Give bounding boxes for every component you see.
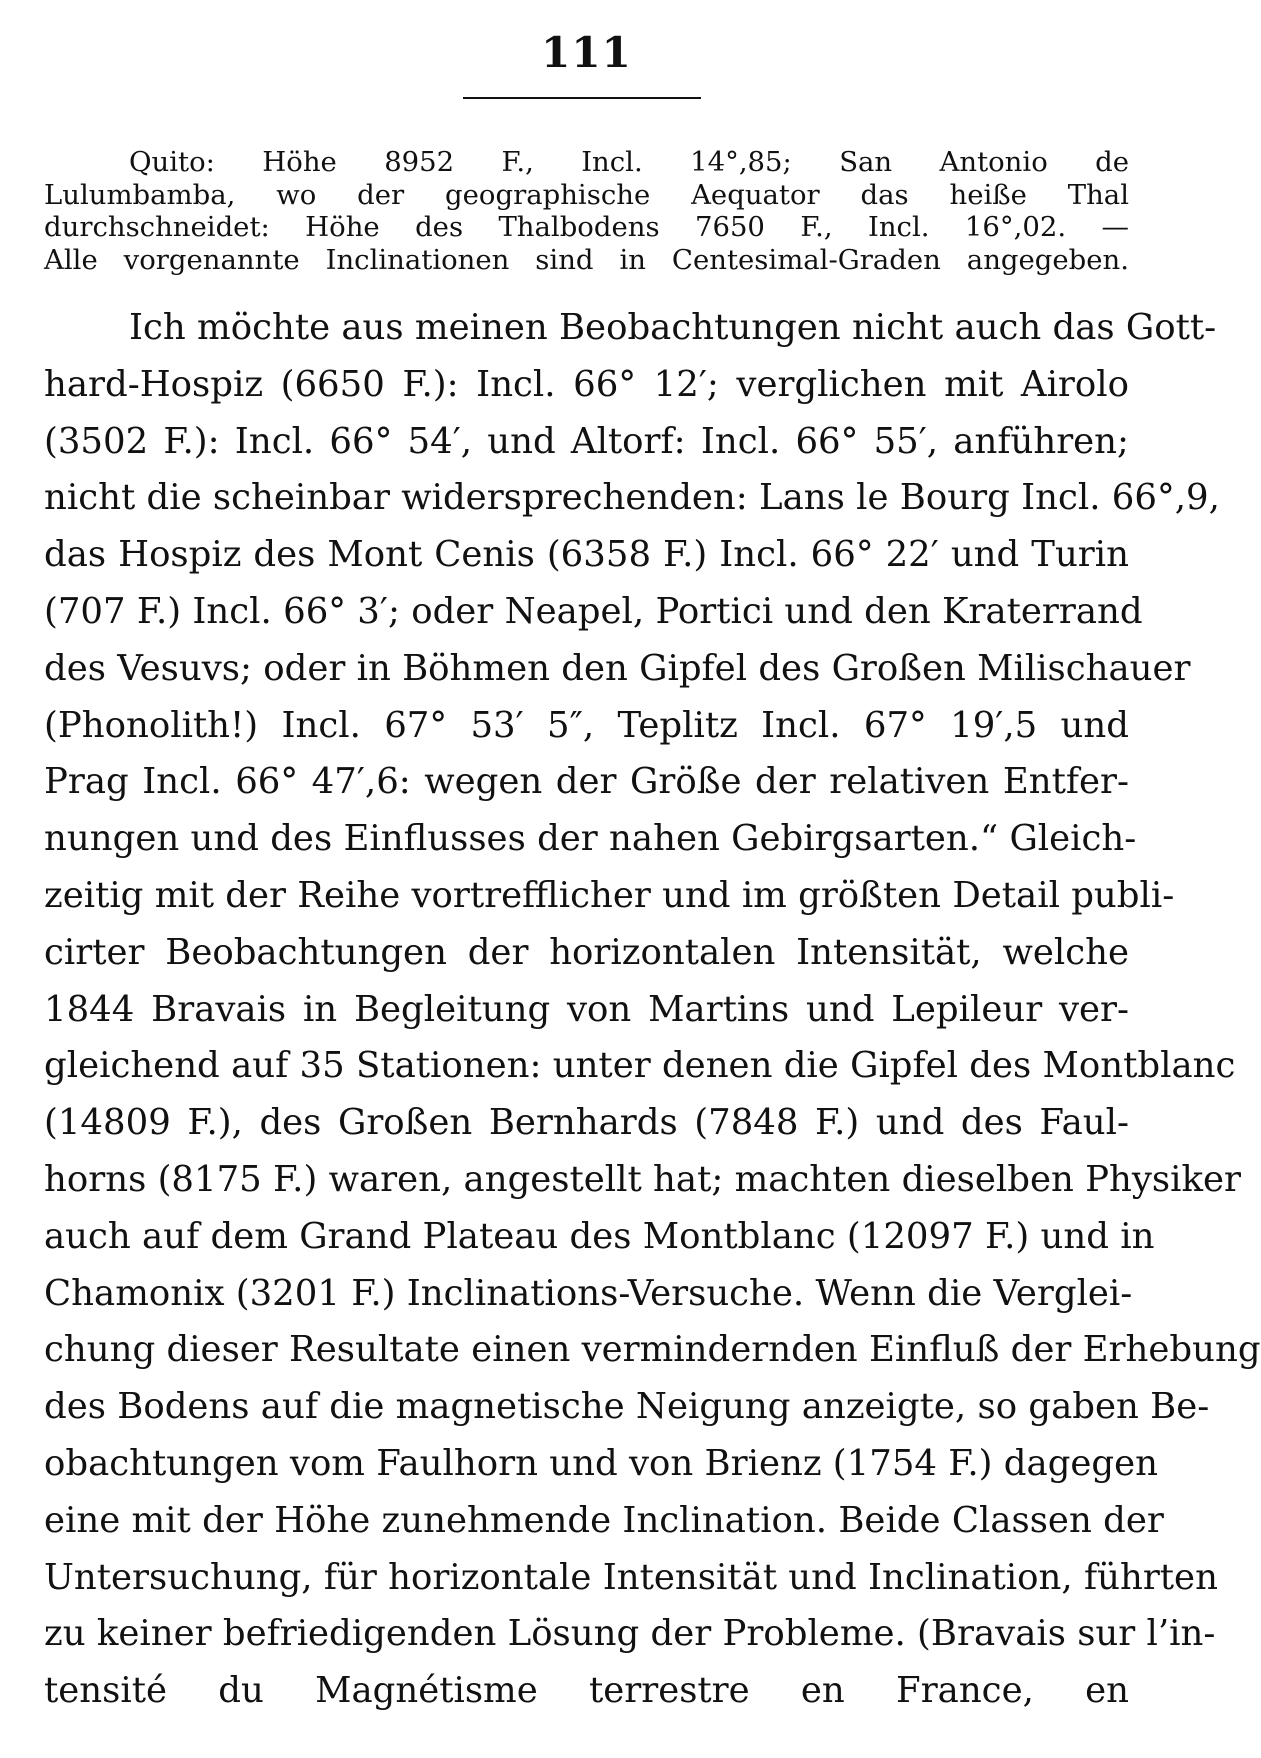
note-line: durchschneidet: Höhe des Thalbodens 7650 F., Incl. 16°,02. — <box>44 211 1129 243</box>
body-line: Ich möchte aus meinen Beobachtungen nicht auch das Gott- <box>129 307 1217 348</box>
body-line: hard-Hospiz (6650 F.): Incl. 66° 12′; verglichen mit Airolo <box>44 363 1129 405</box>
body-line: chung dieser Resultate einen vermindernden Einfluß der Erhebung <box>44 1329 1261 1371</box>
body-line: zu keiner befriedigenden Lösung der Probleme. (Bravais sur l’in- <box>44 1613 1216 1655</box>
body-line: des Vesuvs; oder in Böhmen den Gipfel des Großen Milischauer <box>44 647 1191 689</box>
body-line: 1844 Bravais in Begleitung von Martins und Lepileur ver- <box>44 988 1129 1030</box>
body-line: (3502 F.): Incl. 66° 54′, und Altorf: Incl. 66° 55′, anführen; <box>44 420 1129 462</box>
body-line: nungen und des Einflusses der nahen Gebirgsarten.“ Gleich- <box>44 818 1137 860</box>
note-line: Alle vorgenannte Inclinationen sind in Centesimal-Graden angegeben. <box>44 243 1129 276</box>
body-line: eine mit der Höhe zunehmende Inclination. Beide Classen der <box>44 1499 1164 1541</box>
body-line: (707 F.) Incl. 66° 3′; oder Neapel, Portici und den Kraterrand <box>44 590 1143 632</box>
body-line: cirter Beobachtungen der horizontalen Intensität, welche <box>44 931 1129 973</box>
body-line: des Bodens auf die magnetische Neigung anzeigte, so gaben Be- <box>44 1386 1210 1428</box>
body-line: horns (8175 F.) waren, angestellt hat; machten dieselben Physiker <box>44 1158 1241 1200</box>
body-line: Prag Incl. 66° 47′,6: wegen der Größe der relativen Entfer- <box>44 761 1129 803</box>
body-line: zeitig mit der Reihe vortrefflicher und im größten Detail publi- <box>44 874 1175 916</box>
note-line: Lulumbamba, wo der geographische Aequator das heiße Thal <box>44 178 1129 211</box>
body-line: auch auf dem Grand Plateau des Montblanc (12097 F.) und in <box>44 1215 1155 1257</box>
body-text <box>44 300 1261 1720</box>
body-line: nicht die scheinbar widersprechenden: Lans le Bourg Incl. 66°,9, <box>44 477 1220 519</box>
body-line: gleichend auf 35 Stationen: unter denen die Gipfel des Montblanc <box>44 1045 1236 1087</box>
page-number: 111 <box>541 28 632 77</box>
body-line: Chamonix (3201 F.) Inclinations-Versuche. Wenn die Verglei- <box>44 1272 1133 1314</box>
body-line: das Hospiz des Mont Cenis (6358 F.) Incl. 66° 22′ und Turin <box>44 534 1129 576</box>
body-line: obachtungen vom Faulhorn und von Brienz (1754 F.) dagegen <box>44 1442 1159 1484</box>
header-rule <box>463 97 701 99</box>
body-line: (14809 F.), des Großen Bernhards (7848 F.) und des Faul- <box>44 1102 1129 1144</box>
note-line: Quito: Höhe 8952 F., Incl. 14°,85; San Antonio de <box>129 146 1129 178</box>
body-line: tensité du Magnétisme terrestre en France, en <box>44 1670 1129 1712</box>
body-line: (Phonolith!) Incl. 67° 53′ 5″, Teplitz Incl. 67° 19′,5 und <box>44 704 1129 746</box>
footnote-block <box>44 146 1129 276</box>
body-line: Untersuchung, für horizontale Intensität und Inclination, führten <box>44 1556 1218 1598</box>
